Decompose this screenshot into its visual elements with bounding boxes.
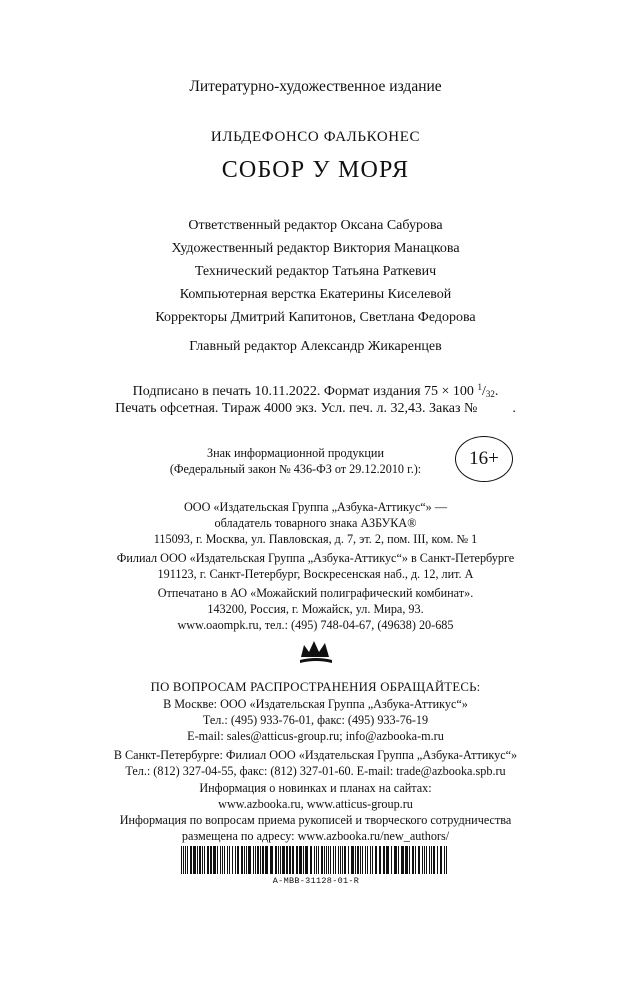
author-name: ИЛЬДЕФОНСО ФАЛЬКОНЕС — [210, 129, 421, 145]
staff-line: Технический редактор Татьяна Раткевич — [194, 264, 437, 279]
publisher-line-1: ООО «Издательская Группа „Азбука-Аттикус“» — — [183, 500, 448, 514]
staff-line: Ответственный редактор Оксана Сабурова — [188, 218, 443, 233]
print-info-line-1: Подписано в печать 10.11.2022. Формат издания 75 × 100 $^1/_{32}$. — [132, 382, 499, 399]
authors-line-2: размещена по адресу: www.azbooka.ru/new_authors/ — [181, 829, 450, 843]
info-sign-line-2: (Федеральный закон № 436-ФЗ от 29.12.2010 г.): — [169, 462, 422, 476]
info-sign-line-1: Знак информационной продукции — [207, 446, 384, 460]
branch-line-2: 191123, г. Санкт-Петербург, Воскресенская наб., д. 12, лит. А — [157, 567, 474, 581]
crown-logo-icon — [298, 637, 334, 665]
format-end: . — [494, 384, 499, 399]
format-denominator: 32 — [485, 389, 495, 399]
barcode-text: A-MBB-31128-01-R — [272, 876, 360, 886]
publisher-line-3: 115093, г. Москва, ул. Павловская, д. 7, эт. 2, пом. III, ком. № 1 — [153, 532, 478, 546]
print-info-text: Подписано в печать 10.11.2022. Формат издания 75 × 100 — [132, 384, 474, 399]
age-rating-badge: 16+ — [455, 436, 513, 482]
staff-line: Корректоры Дмитрий Капитонов, Светлана Федорова — [155, 310, 476, 325]
book-title: СОБОР У МОРЯ — [221, 157, 410, 183]
branch-line-1: Филиал ООО «Издательская Группа „Азбука-Аттикус“» в Санкт-Петербурге — [116, 551, 515, 565]
printer-line-1: Отпечатано в АО «Можайский полиграфический комбинат». — [157, 586, 474, 600]
staff-line: Художественный редактор Виктория Манацкова — [171, 241, 460, 256]
distribution-moscow-3: E-mail: sales@atticus-group.ru; info@azbooka-m.ru — [187, 729, 444, 743]
format-numerator: 1 — [477, 382, 482, 392]
chief-editor: Главный редактор Александр Жикаренцев — [189, 339, 442, 354]
printer-line-3: www.oaompk.ru, тел.: (495) 748-04-67, (49638) 20-685 — [177, 618, 454, 632]
print-info-line-2: Печать офсетная. Тираж 4000 экз. Усл. печ. л. 32,43. Заказ № . — [115, 401, 516, 416]
news-line-2: www.azbooka.ru, www.atticus-group.ru — [218, 797, 413, 811]
news-line-1: Информация о новинках и планах на сайтах: — [199, 781, 432, 795]
distribution-spb-2: Тел.: (812) 327-04-55, факс: (812) 327-01-60. E-mail: trade@azbooka.spb.ru — [125, 764, 506, 778]
printer-line-2: 143200, Россия, г. Можайск, ул. Мира, 93. — [207, 602, 424, 616]
staff-line: Компьютерная верстка Екатерины Киселевой — [179, 287, 452, 302]
authors-line-1: Информация по вопросам приема рукописей и творческого сотрудничества — [119, 813, 512, 827]
distribution-moscow-1: В Москве: ООО «Издательская Группа „Азбука-Аттикус“» — [163, 697, 468, 711]
genre-label: Литературно-художественное издание — [189, 78, 442, 95]
distribution-heading: ПО ВОПРОСАМ РАСПРОСТРАНЕНИЯ ОБРАЩАЙТЕСЬ: — [150, 680, 481, 694]
distribution-spb-1: В Санкт-Петербурге: Филиал ООО «Издательская Группа „Азбука-Аттикус“» — [113, 748, 518, 762]
distribution-moscow-2: Тел.: (495) 933-76-01, факс: (495) 933-76-19 — [202, 713, 429, 727]
barcode-icon — [181, 846, 451, 874]
publisher-line-2: обладатель товарного знака АЗБУКА® — [214, 516, 417, 530]
